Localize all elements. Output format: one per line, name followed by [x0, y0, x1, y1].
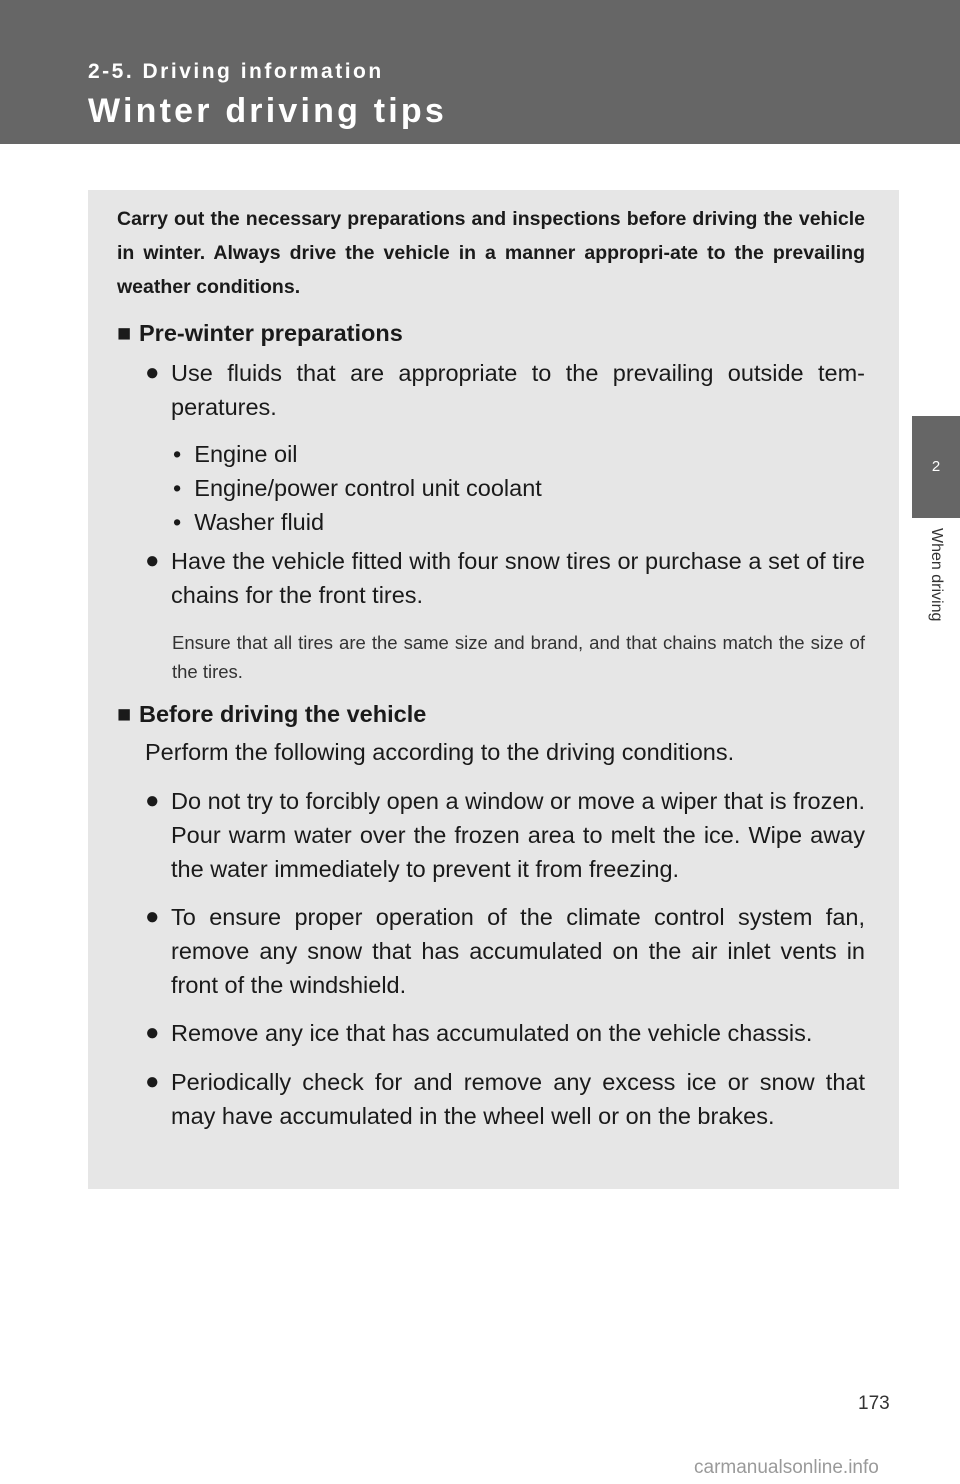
bullet-text: Periodically check for and remove any excess ice or snow that may have accumulated in the wheel well or on the brakes. [171, 1069, 865, 1129]
sub-item-text: Engine oil [194, 441, 298, 467]
round-bullet-icon: ● [145, 359, 160, 386]
section-heading-before-driving [117, 698, 426, 730]
sub-bullet-icon: • [173, 509, 182, 535]
sub-bullet-icon: • [173, 475, 182, 501]
sub-bullet-icon: • [173, 441, 182, 467]
bullet-text: Remove any ice that has accumulated on the vehicle chassis. [171, 1020, 813, 1046]
sub-item-text: Washer fluid [194, 509, 325, 535]
page-number: 173 [858, 1393, 890, 1414]
chapter-tab-label: When driving [928, 528, 945, 622]
bullet-text: Use fluids that are appropriate to the prevailing outside tem-peratures. [171, 360, 865, 420]
intro-paragraph: Carry out the necessary preparations and inspections before driving the vehicle in winter. Always drive the vehicle in a manner appropri-ate to the prevailing weather conditions. [117, 208, 865, 298]
round-bullet-icon: ● [145, 903, 160, 930]
chapter-tab-number[interactable]: 2 [912, 416, 960, 518]
section-heading-pre-winter [117, 317, 403, 349]
round-bullet-icon: ● [145, 1068, 160, 1095]
sub-item [173, 437, 298, 471]
square-bullet-icon: ■ [117, 701, 132, 727]
bullet-text: To ensure proper operation of the climate control system fan, remove any snow that has accumulated on the air inlet vents in front of the windshield. [171, 904, 865, 998]
sub-item-text: Engine/power control unit coolant [194, 475, 542, 501]
list-item [145, 1016, 865, 1050]
section-lead-text: Perform the following according to the driving conditions. [145, 739, 735, 765]
list-item [145, 544, 865, 612]
sub-item [173, 505, 324, 539]
round-bullet-icon: ● [145, 787, 160, 814]
watermark-text: carmanualsonline.info [694, 1457, 879, 1478]
heading-text: Pre-winter preparations [139, 320, 403, 346]
note-text: Ensure that all tires are the same size and brand, and that chains match the size of the tires. [172, 632, 865, 682]
round-bullet-icon: ● [145, 1019, 160, 1046]
list-item [145, 356, 865, 424]
round-bullet-icon: ● [145, 547, 160, 574]
section-label: 2-5. Driving information [88, 60, 384, 83]
list-item [145, 784, 865, 886]
square-bullet-icon: ■ [117, 320, 132, 346]
list-item [145, 1065, 865, 1133]
page-title: Winter driving tips [88, 92, 447, 130]
list-item [145, 900, 865, 1002]
bullet-text: Have the vehicle fitted with four snow tires or purchase a set of tire chains for the front tires. [171, 548, 865, 608]
heading-text: Before driving the vehicle [139, 701, 427, 727]
sub-item [173, 471, 542, 505]
bullet-text: Do not try to forcibly open a window or move a wiper that is frozen. Pour warm water over the frozen area to melt the ice. Wipe away the water immediately to prevent it from freezing. [171, 788, 865, 882]
